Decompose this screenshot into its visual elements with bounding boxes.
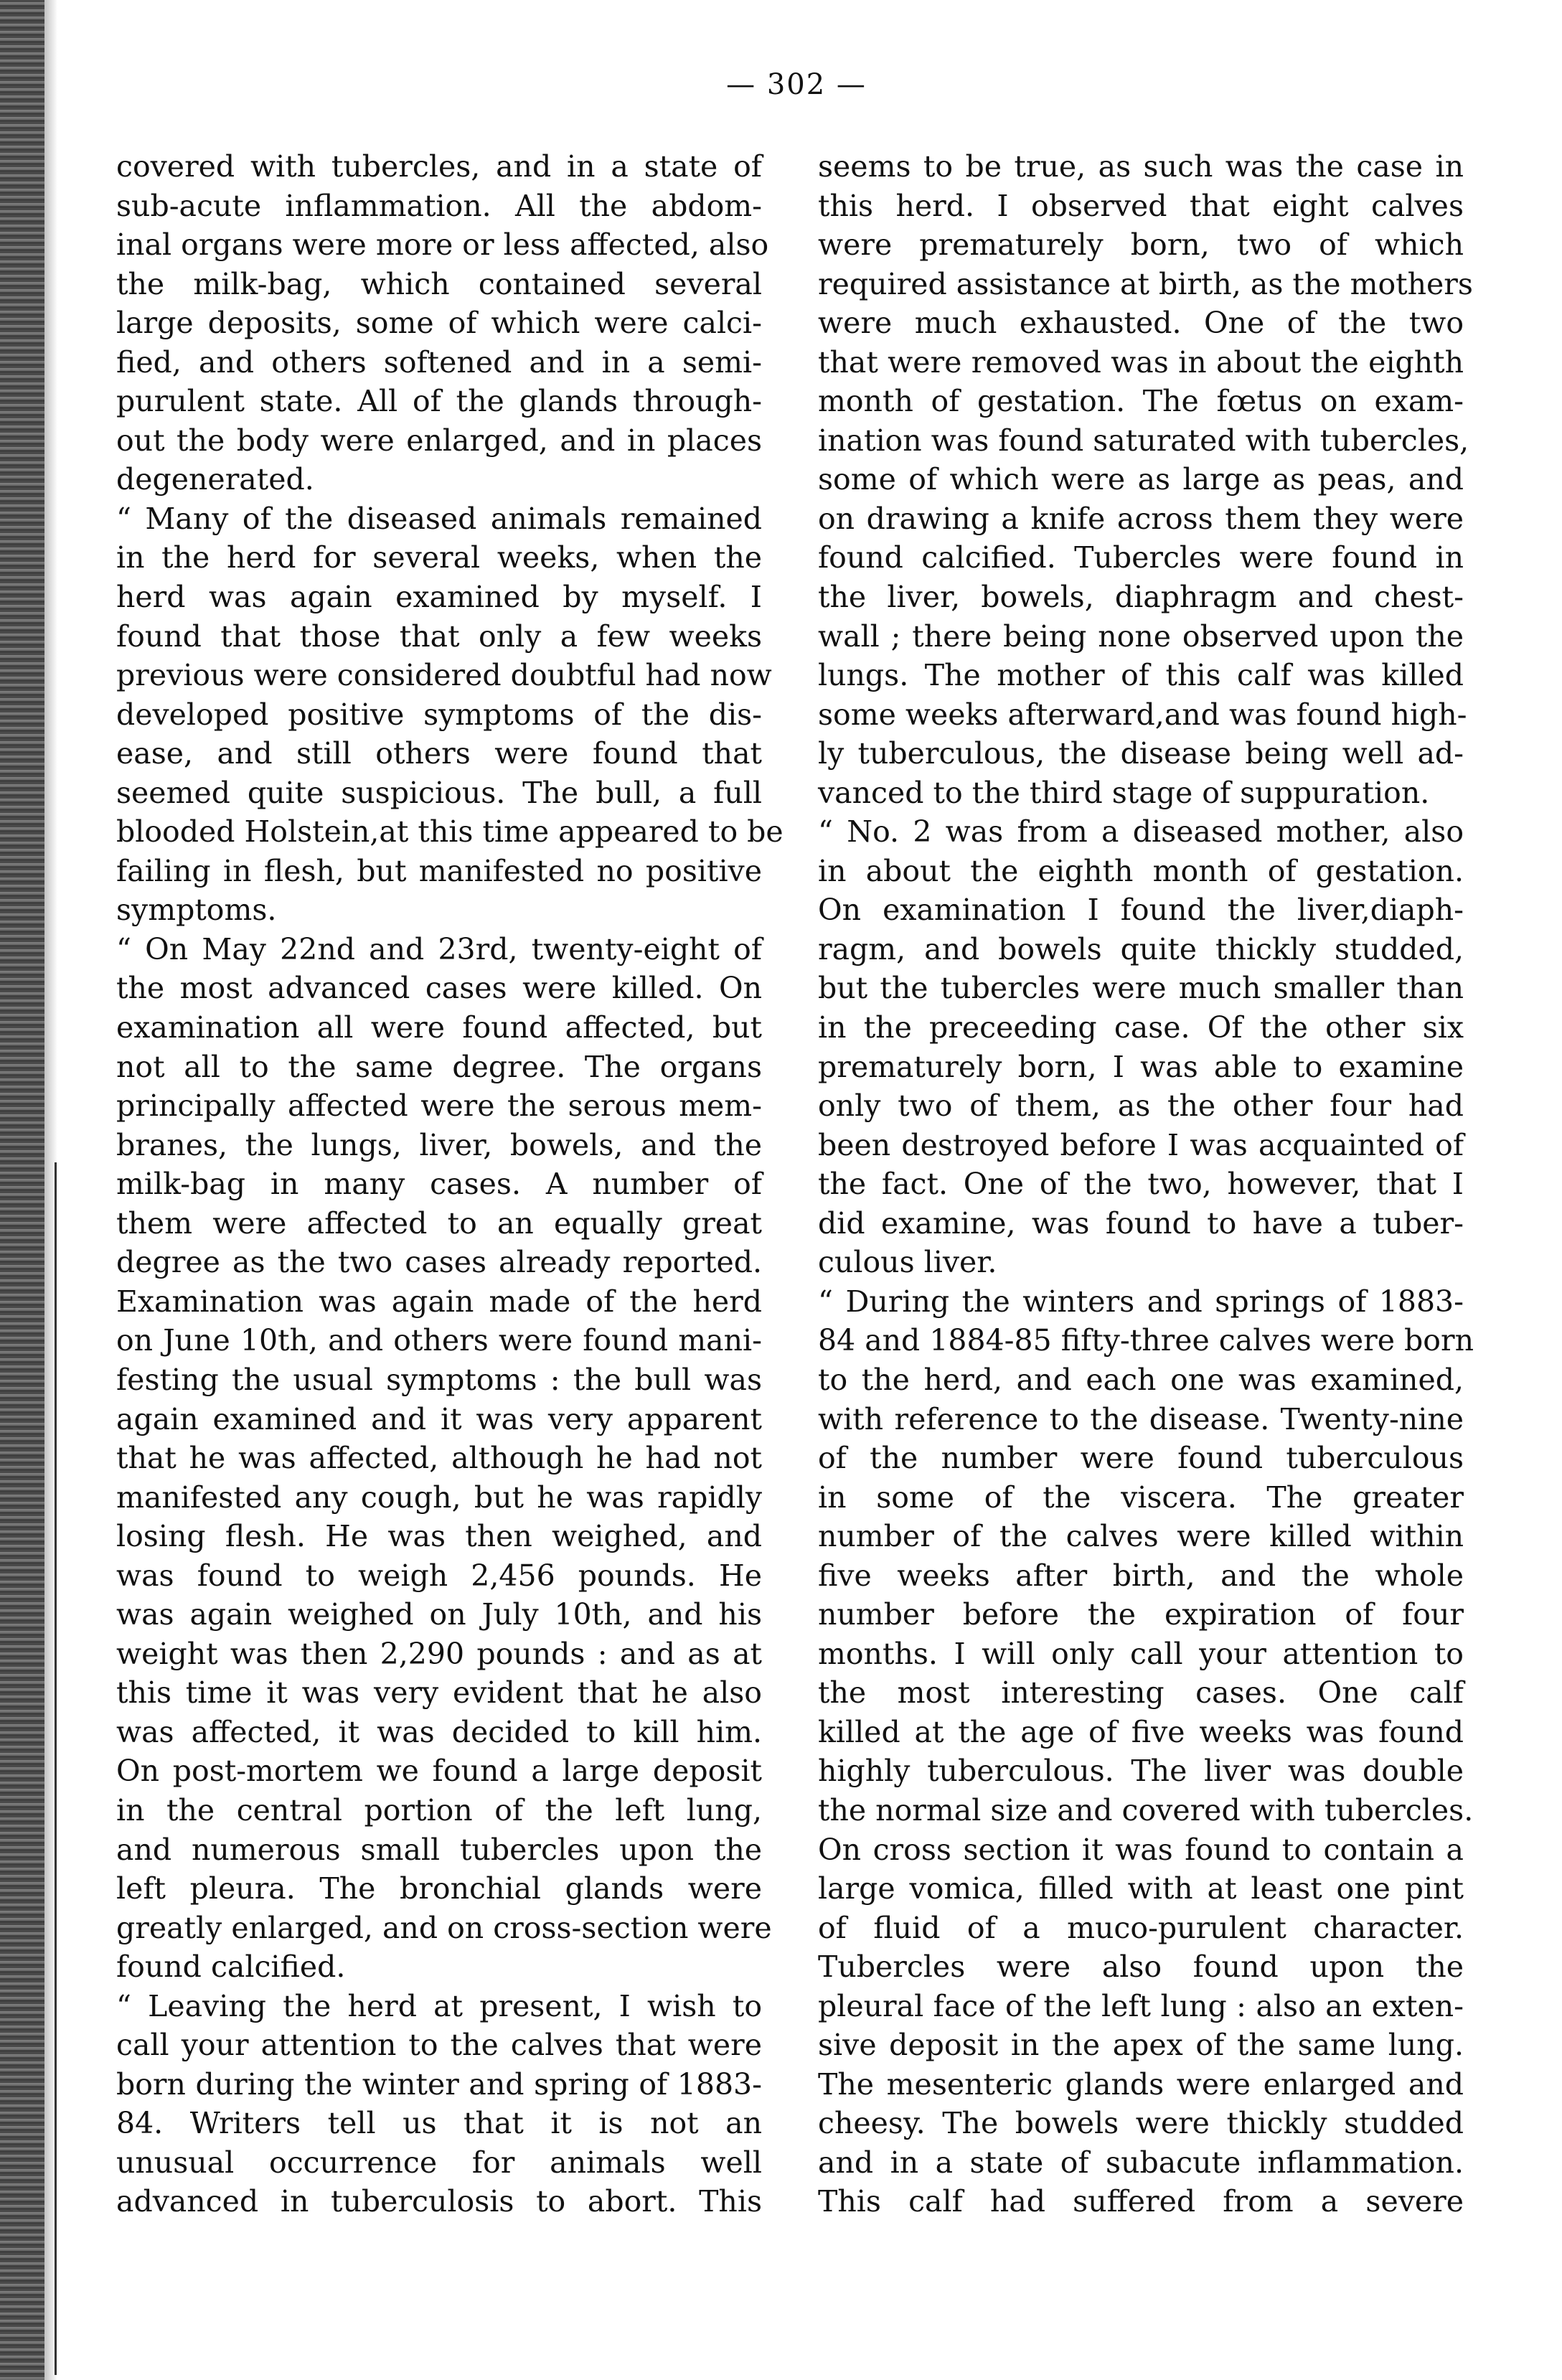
- text-line: the most advanced cases were killed. On: [116, 971, 762, 1006]
- text-line: festing the usual symptoms : the bull was: [116, 1362, 762, 1397]
- text-line: some of which were as large as peas, and: [818, 462, 1464, 497]
- text-line: of fluid of a muco-purulent character.: [818, 1910, 1464, 1945]
- text-line: the liver, bowels, diaphragm and chest-: [818, 580, 1464, 615]
- text-line: This calf had suffered from a severe: [818, 2184, 1464, 2219]
- text-line: in the preceeding case. Of the other six: [818, 1010, 1464, 1045]
- text-line: lungs. The mother of this calf was killed: [818, 658, 1464, 693]
- text-line: out the body were enlarged, and in places: [116, 423, 762, 458]
- text-line: with reference to the disease. Twenty-nine: [818, 1401, 1464, 1436]
- scan-binding-edge: [0, 0, 44, 2380]
- text-line: prematurely born, I was able to examine: [818, 1049, 1464, 1084]
- text-line: symptoms.: [116, 893, 277, 928]
- text-line: were prematurely born, two of which: [818, 227, 1464, 263]
- text-line: highly tuberculous. The liver was double: [818, 1754, 1464, 1789]
- text-line: On cross section it was found to contain a: [818, 1832, 1464, 1867]
- text-line: fied, and others softened and in a semi-: [116, 344, 762, 380]
- text-line: ragm, and bowels quite thickly studded,: [818, 931, 1464, 966]
- text-line: did examine, was found to have a tuber-: [818, 1205, 1464, 1241]
- text-line: in about the eighth month of gestation.: [818, 853, 1464, 888]
- text-line: advanced in tuberculosis to abort. This: [116, 2184, 762, 2219]
- text-line: The mesenteric glands were enlarged and: [818, 2066, 1464, 2102]
- text-line: on drawing a knife across them they were: [818, 501, 1464, 536]
- text-line: branes, the lungs, liver, bowels, and the: [116, 1127, 762, 1162]
- text-line: examination all were found affected, but: [116, 1010, 762, 1045]
- text-line: required assistance at birth, as the mothers: [818, 266, 1473, 301]
- text-line: greatly enlarged, and on cross-section were: [116, 1910, 772, 1945]
- text-line: in the central portion of the left lung,: [116, 1792, 762, 1828]
- text-line: been destroyed before I was acquainted of: [818, 1127, 1464, 1162]
- text-line: them were affected to an equally great: [116, 1205, 762, 1241]
- text-line: sub-acute inflammation. All the abdom-: [116, 188, 762, 223]
- text-line: seemed quite suspicious. The bull, a full: [116, 775, 762, 810]
- text-line: weight was then 2,290 pounds : and as at: [116, 1636, 762, 1671]
- text-line: that were removed was in about the eighth: [818, 344, 1464, 380]
- text-line: wall ; there being none observed upon the: [818, 618, 1464, 654]
- text-line: month of gestation. The fœtus on exam-: [818, 384, 1464, 419]
- text-line: large deposits, some of which were calci-: [116, 306, 762, 341]
- text-line: call your attention to the calves that were: [116, 2028, 762, 2063]
- text-line: blooded Holstein,at this time appeared to be: [116, 814, 784, 850]
- text-line: not all to the same degree. The organs: [116, 1049, 762, 1084]
- text-line: found calcified. Tubercles were found in: [818, 540, 1464, 575]
- text-line: unusual occurrence for animals well: [116, 2145, 762, 2180]
- text-line: Tubercles were also found upon the: [818, 1949, 1464, 1985]
- text-line: “ Leaving the herd at present, I wish to: [116, 1988, 762, 2023]
- text-line: inal organs were more or less affected, also: [116, 227, 769, 263]
- text-line: ly tuberculous, the disease being well ad-: [818, 736, 1464, 771]
- text-line: the milk-bag, which contained several: [116, 266, 762, 301]
- text-line: “ No. 2 was from a diseased mother, also: [818, 814, 1464, 850]
- text-line: was again weighed on July 10th, and his: [116, 1597, 762, 1632]
- text-line: only two of them, as the other four had: [818, 1088, 1464, 1124]
- text-line: ease, and still others were found that: [116, 736, 762, 771]
- text-line: failing in flesh, but manifested no positive: [116, 853, 762, 888]
- text-line: to the herd, and each one was examined,: [818, 1362, 1464, 1397]
- text-line: the fact. One of the two, however, that I: [818, 1167, 1464, 1202]
- text-line: vanced to the third stage of suppuration.: [818, 775, 1430, 810]
- text-line: number before the expiration of four: [818, 1597, 1464, 1632]
- text-line: the normal size and covered with tubercles.: [818, 1792, 1474, 1828]
- text-line: culous liver.: [818, 1245, 997, 1280]
- text-line: large vomica, filled with at least one pint: [818, 1871, 1464, 1906]
- text-line: found calcified.: [116, 1949, 346, 1985]
- text-line: ination was found saturated with tubercles,: [818, 423, 1469, 458]
- text-line: left pleura. The bronchial glands were: [116, 1871, 762, 1906]
- text-line: was affected, it was decided to kill him.: [116, 1714, 762, 1749]
- text-line: “ During the winters and springs of 1883-: [818, 1284, 1464, 1319]
- text-line: born during the winter and spring of 1883-: [116, 2066, 762, 2102]
- text-line: developed positive symptoms of the dis-: [116, 697, 762, 732]
- text-line: was found to weigh 2,456 pounds. He: [116, 1558, 762, 1593]
- text-line: covered with tubercles, and in a state of: [116, 149, 762, 184]
- text-line: number of the calves were killed within: [818, 1519, 1464, 1554]
- text-line: months. I will only call your attention to: [818, 1636, 1464, 1671]
- text-line: killed at the age of five weeks was found: [818, 1714, 1464, 1749]
- text-line: this herd. I observed that eight calves: [818, 188, 1464, 223]
- text-line: on June 10th, and others were found mani-: [116, 1323, 762, 1358]
- text-line: “ On May 22nd and 23rd, twenty-eight of: [116, 931, 762, 966]
- text-line: manifested any cough, but he was rapidly: [116, 1480, 762, 1515]
- text-line: five weeks after birth, and the whole: [818, 1558, 1464, 1593]
- text-line: losing flesh. He was then weighed, and: [116, 1519, 762, 1554]
- scan-margin-line: [55, 1162, 57, 2375]
- text-line: “ Many of the diseased animals remained: [116, 501, 762, 536]
- text-line: in the herd for several weeks, when the: [116, 540, 762, 575]
- text-line: the most interesting cases. One calf: [818, 1675, 1464, 1711]
- text-line: and numerous small tubercles upon the: [116, 1832, 762, 1867]
- text-line: On post-mortem we found a large deposit: [116, 1754, 762, 1789]
- text-line: some weeks afterward,and was found high-: [818, 697, 1467, 732]
- text-line: herd was again examined by myself. I: [116, 580, 762, 615]
- text-line: this time it was very evident that he also: [116, 1675, 762, 1711]
- text-line: pleural face of the left lung : also an exten-: [818, 1988, 1464, 2023]
- text-line: On examination I found the liver,diaph-: [818, 893, 1464, 928]
- text-column-left: [116, 147, 784, 2221]
- text-line: degree as the two cases already reported.: [116, 1245, 762, 1280]
- text-line: seems to be true, as such was the case in: [818, 149, 1464, 184]
- text-line: in some of the viscera. The greater: [818, 1480, 1464, 1515]
- text-line: sive deposit in the apex of the same lung.: [818, 2028, 1464, 2063]
- text-line: 84. Writers tell us that it is not an: [116, 2106, 762, 2141]
- text-line: cheesy. The bowels were thickly studded: [818, 2106, 1464, 2141]
- text-line: again examined and it was very apparent: [116, 1401, 762, 1436]
- text-line: 84 and 1884-85 fifty-three calves were born: [818, 1323, 1474, 1358]
- page-number: — 302 —: [726, 68, 867, 101]
- text-line: milk-bag in many cases. A number of: [116, 1167, 762, 1202]
- text-line: were much exhausted. One of the two: [818, 306, 1464, 341]
- text-line: that he was affected, although he had not: [116, 1441, 762, 1476]
- text-line: previous were considered doubtful had now: [116, 658, 772, 693]
- text-column-right: [818, 147, 1474, 2221]
- text-line: of the number were found tuberculous: [818, 1441, 1464, 1476]
- text-line: principally affected were the serous mem-: [116, 1088, 762, 1124]
- text-line: purulent state. All of the glands through-: [116, 384, 762, 419]
- text-line: but the tubercles were much smaller than: [818, 971, 1464, 1006]
- text-line: and in a state of subacute inflammation.: [818, 2145, 1464, 2180]
- text-line: Examination was again made of the herd: [116, 1284, 762, 1319]
- text-line: degenerated.: [116, 462, 314, 497]
- text-line: found that those that only a few weeks: [116, 618, 762, 654]
